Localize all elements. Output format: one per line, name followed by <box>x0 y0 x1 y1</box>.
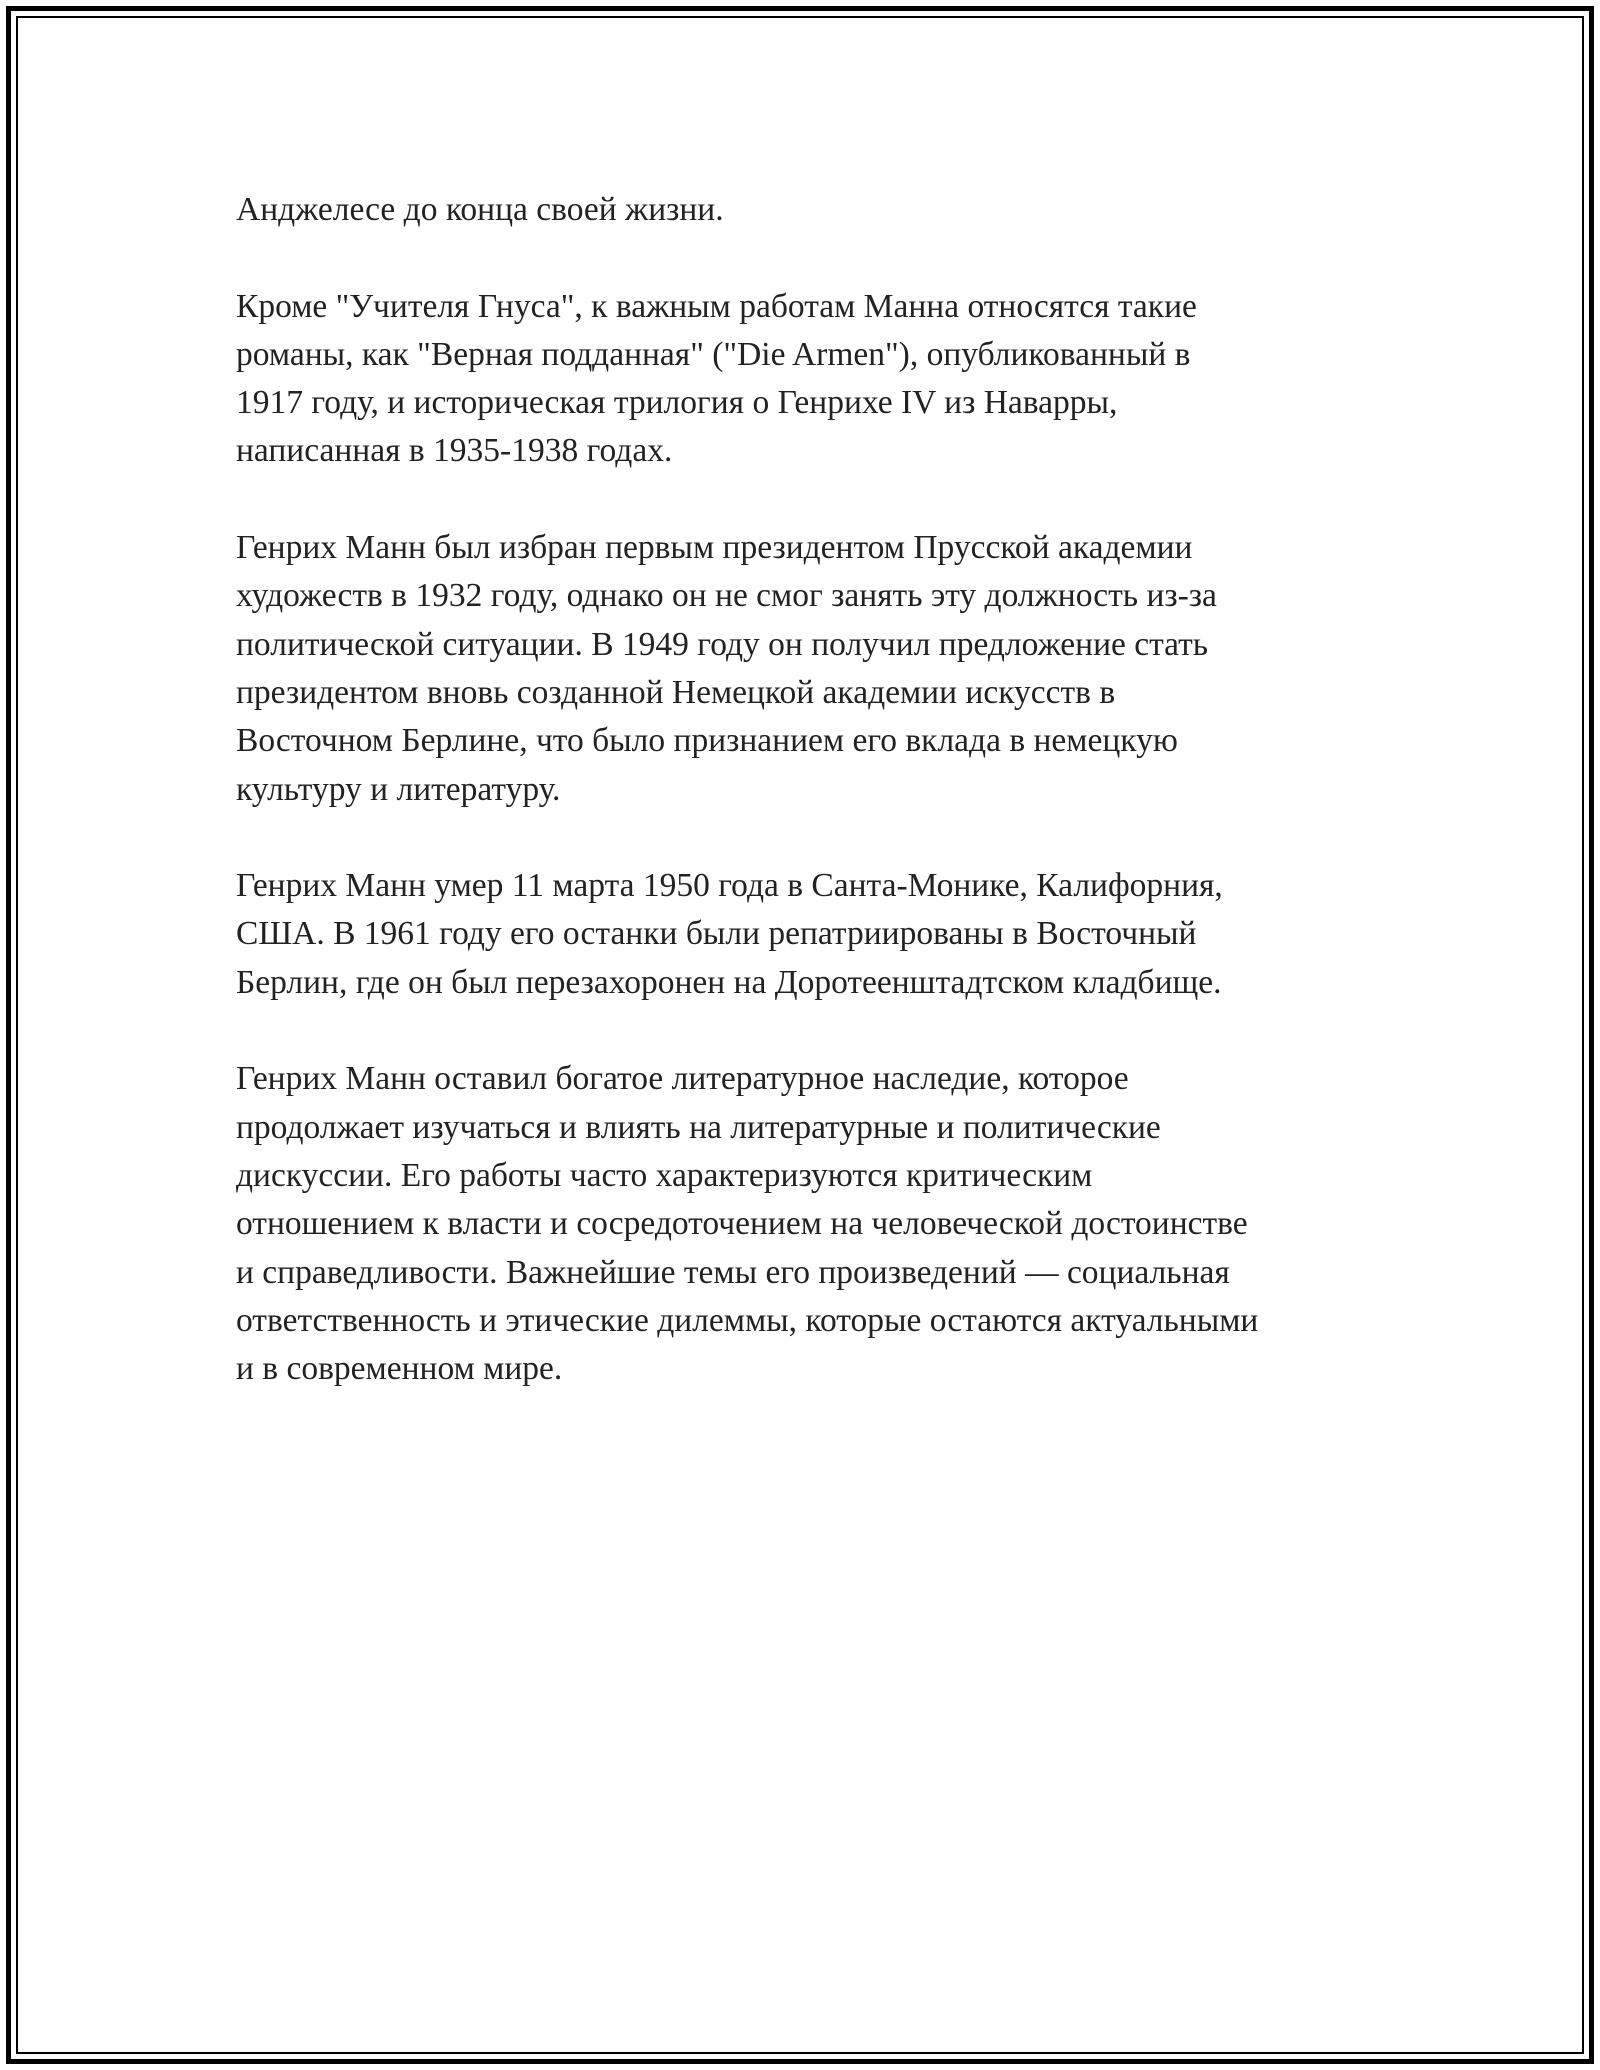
text-line: Кроме "Учителя Гнуса", к важным работам Манна относятся такие <box>236 287 1197 325</box>
paragraph-5 <box>236 1055 1376 1393</box>
text-line: отношением к власти и сосредоточением на человеческой достоинстве <box>236 1205 1248 1243</box>
text-line: Генрих Манн был избран первым президентом Прусской академии <box>236 529 1193 567</box>
text-line: дискуссии. Его работы часто характеризуются критическим <box>236 1156 1093 1194</box>
text-line: США. В 1961 году его останки были репатриированы в Восточный <box>236 915 1197 953</box>
text-line: художеств в 1932 году, однако он не смог занять эту должность из-за <box>236 577 1217 615</box>
document-body <box>236 186 1376 1393</box>
text-line: романы, как "Верная подданная" ("Die Armen"), опубликованный в <box>236 335 1191 373</box>
text-line: Восточном Берлине, что было признанием его вклада в немецкую <box>236 722 1178 760</box>
text-line: президентом вновь созданной Немецкой академии искусств в <box>236 673 1116 711</box>
text-line: политической ситуации. В 1949 году он получил предложение стать <box>236 625 1209 663</box>
text-line: Генрих Манн оставил богатое литературное наследие, которое <box>236 1060 1129 1098</box>
paragraph-3 <box>236 524 1376 814</box>
text-line: Генрих Манн умер 11 марта 1950 года в Санта-Монике, Калифорния, <box>236 867 1223 905</box>
text-line: и в современном мире. <box>236 1350 563 1388</box>
text-line: написанная в 1935-1938 годах. <box>236 432 673 470</box>
text-line: продолжает изучаться и влиять на литературные и политические <box>236 1108 1161 1146</box>
text-line: и справедливости. Важнейшие темы его произведений — социальная <box>236 1253 1230 1291</box>
text-line: Анджелесе до конца своей жизни. <box>236 191 724 228</box>
paragraph-2 <box>236 283 1376 476</box>
text-line: ответственность и этические дилеммы, которые остаются актуальными <box>236 1301 1259 1339</box>
text-line: Берлин, где он был перезахоронен на Доротеенштадтском кладбище. <box>236 963 1222 1001</box>
text-line: культуру и литературу. <box>236 770 561 808</box>
paragraph-4 <box>236 862 1376 1007</box>
text-line: 1917 году, и историческая трилогия о Генрихе IV из Наварры, <box>236 384 1118 422</box>
paragraph-1 <box>236 186 1376 234</box>
